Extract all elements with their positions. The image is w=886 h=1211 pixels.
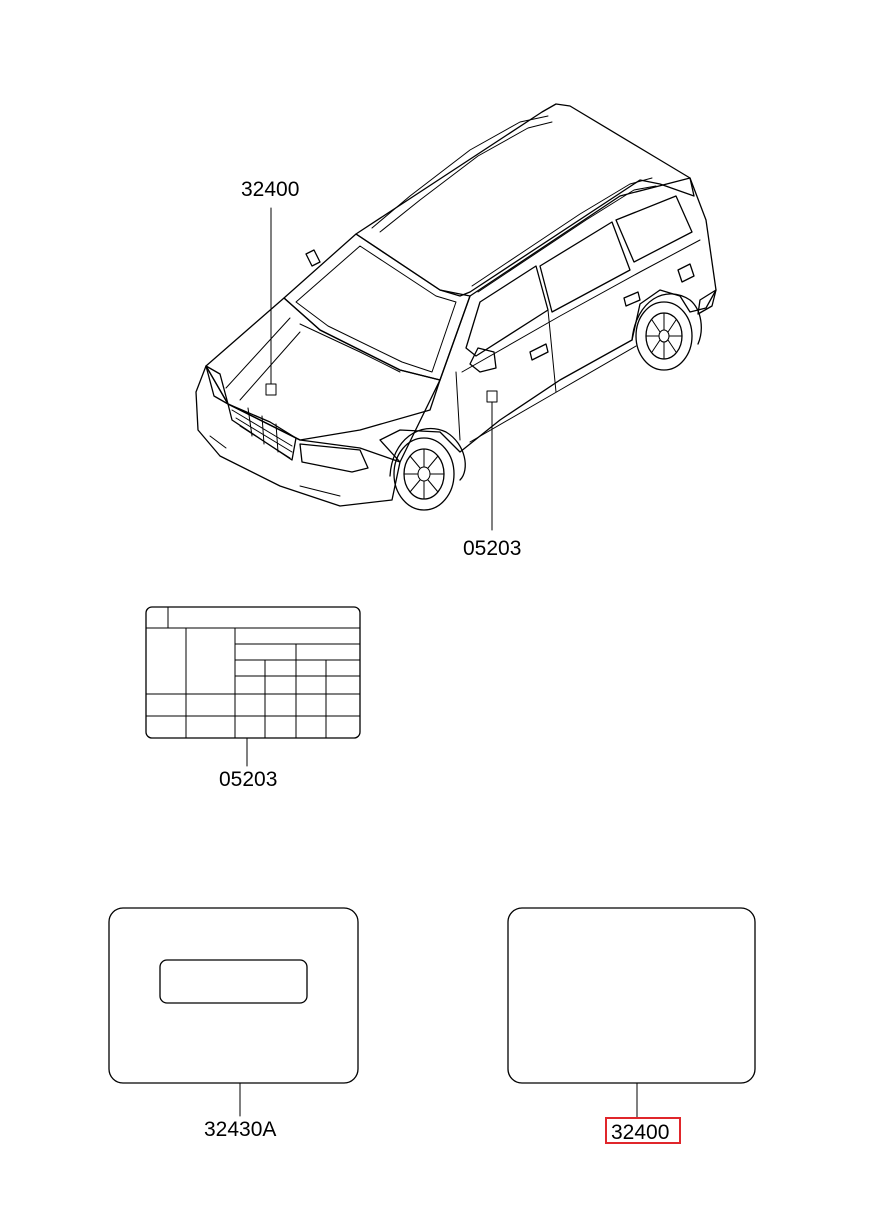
roof-rail-left [372,116,548,228]
caution-label [508,908,755,1083]
hood-label-callout: 32400 [241,178,300,201]
front-wheel [390,429,465,510]
door-label-callout: 05203 [463,537,522,560]
rear-door-handle [624,292,640,306]
roof-rail-right-2 [478,186,656,292]
rear-wheel [632,294,701,370]
front-door-handle [530,344,548,360]
emission-label-callout: 32430A [204,1118,277,1141]
hood [206,298,440,440]
fuel-door [678,264,694,282]
antenna-mirror [306,250,320,266]
door-label-marker [487,391,497,402]
highlighted-label-callout[interactable]: 32400 [611,1121,670,1144]
side-body [380,178,716,462]
wiper [300,324,400,372]
grille-bars [232,408,292,458]
hood-label-marker [266,384,276,395]
front-door-window [466,266,548,356]
tire-info-label [146,607,360,738]
grille [228,404,296,460]
middle-window [540,222,630,312]
roof-rail-left-2 [380,122,552,232]
tire-label-callout: 05203 [219,768,278,791]
hood-crease [226,318,300,400]
emission-label [109,908,358,1083]
windshield-inner [296,246,456,372]
rear-window [616,196,692,262]
minivan-illustration [196,104,716,510]
